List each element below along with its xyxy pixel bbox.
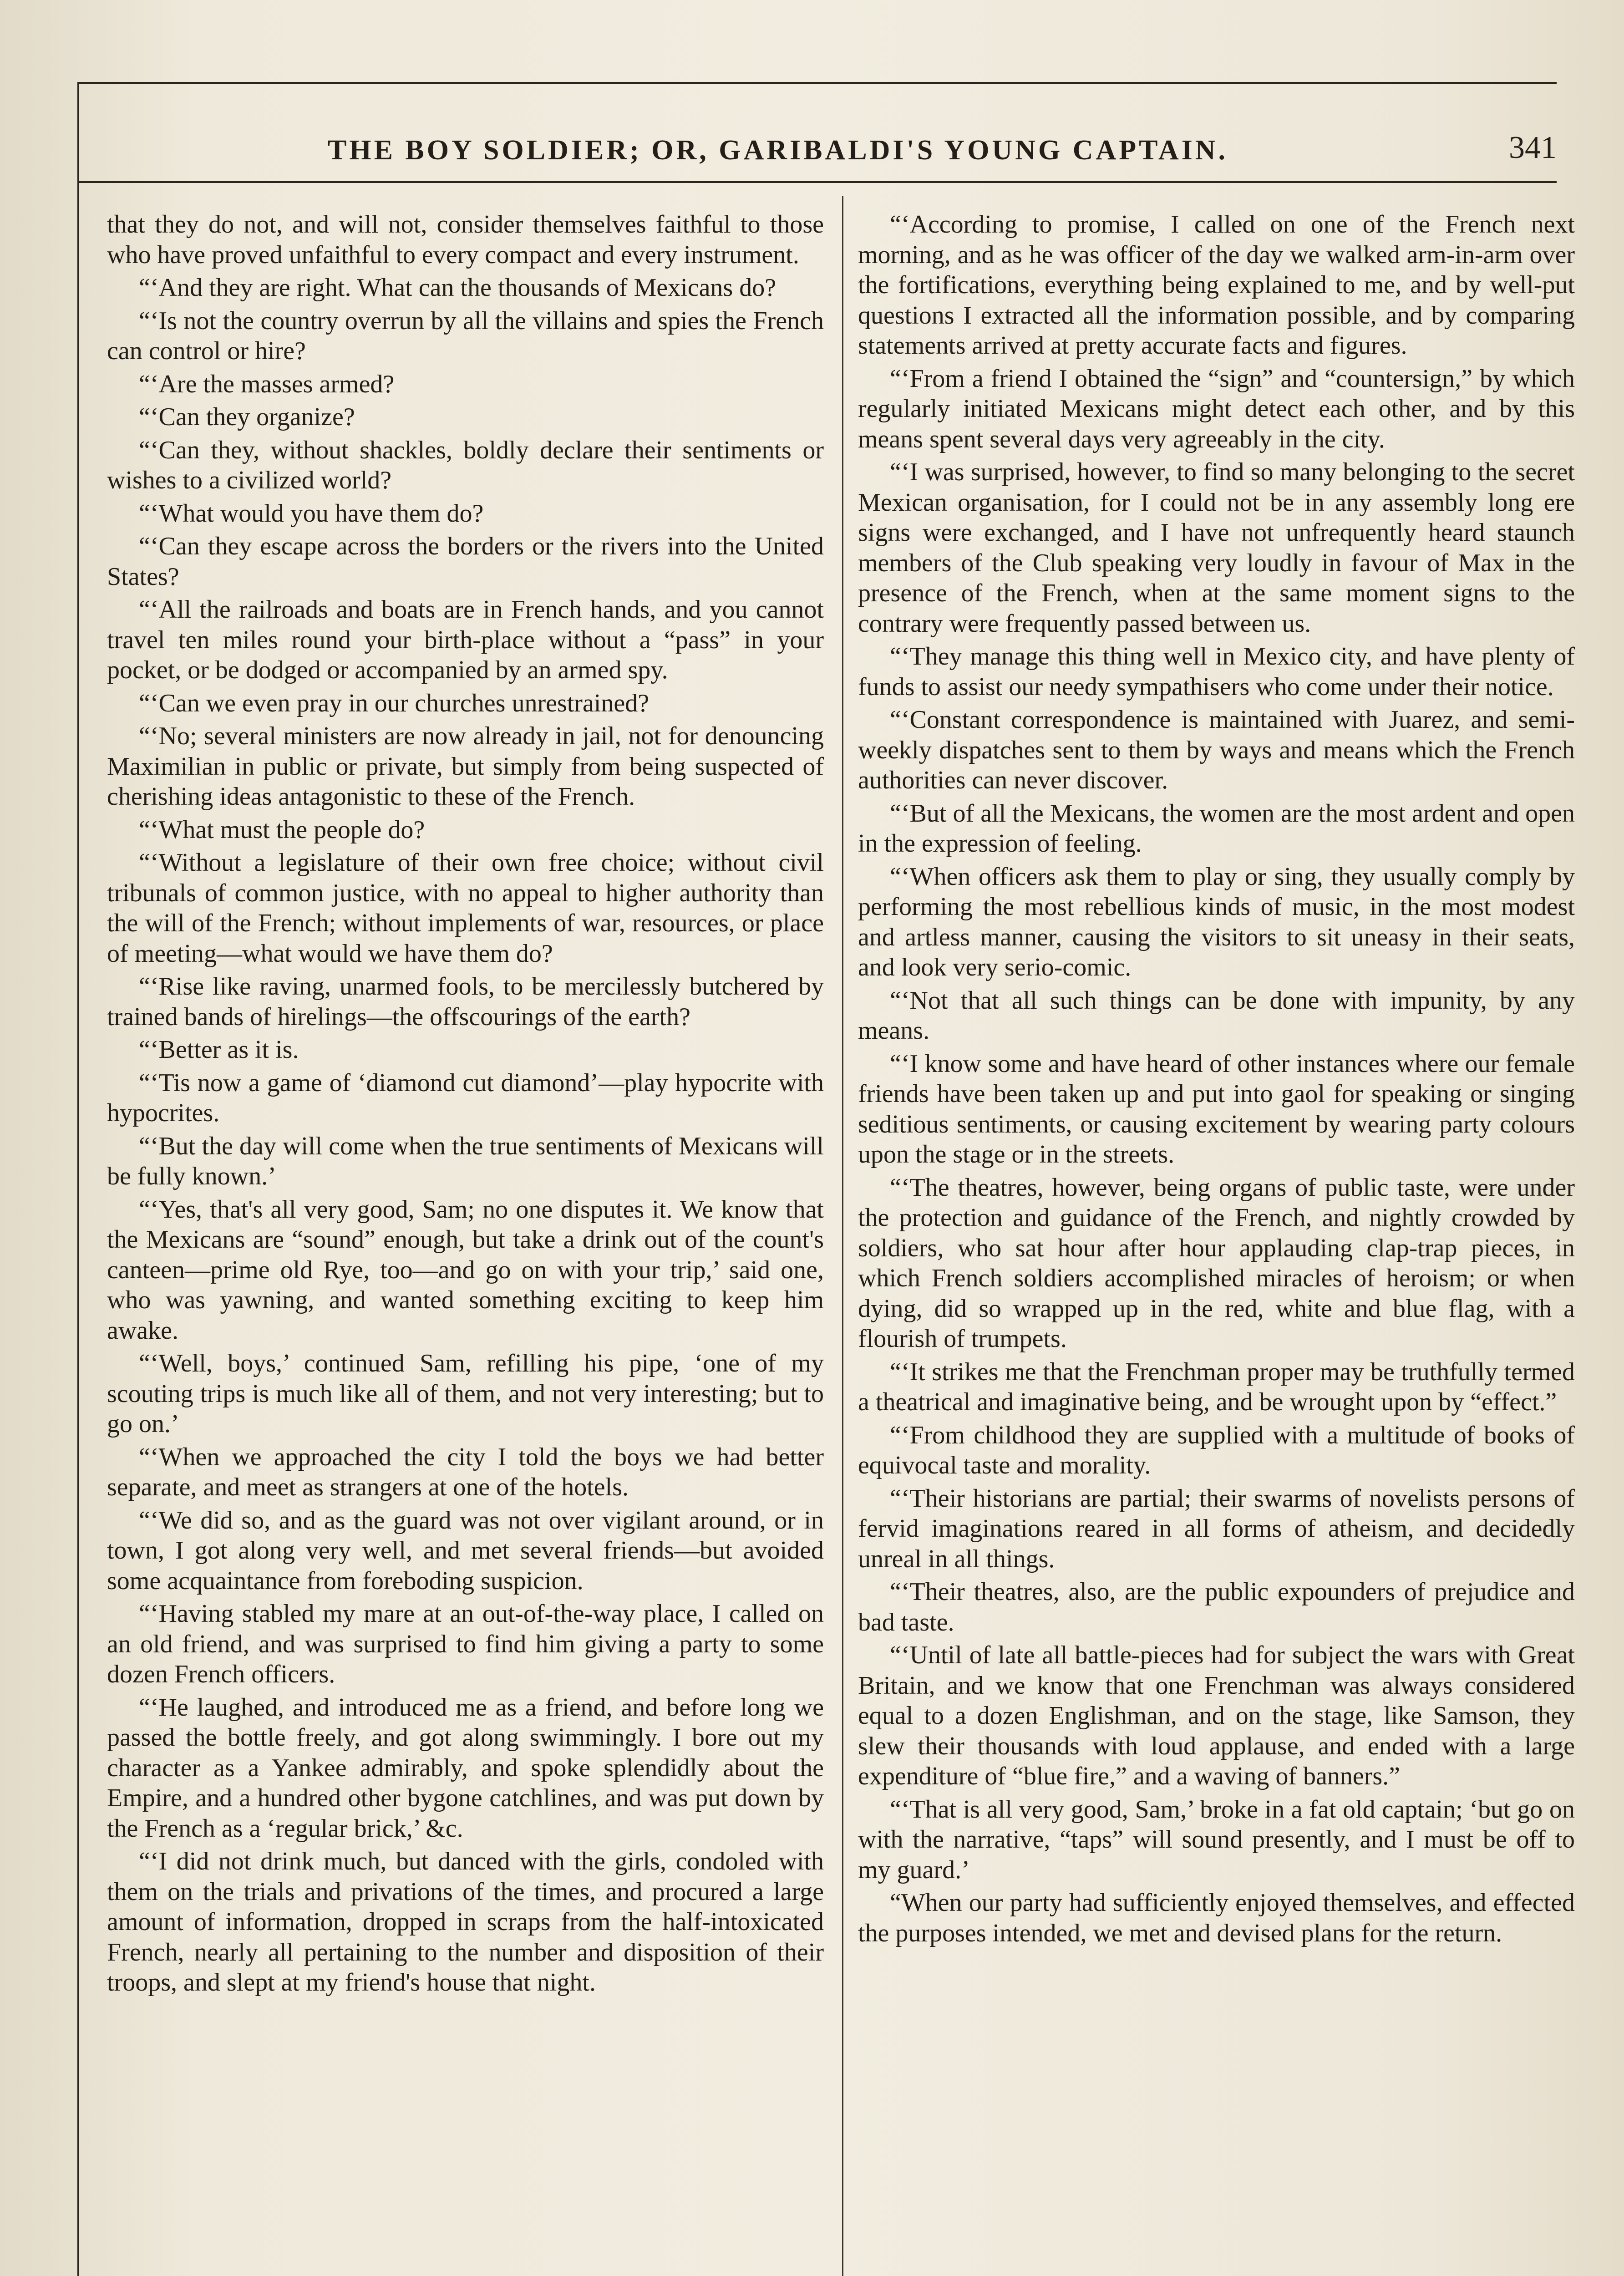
left-margin-line xyxy=(77,82,79,2276)
paragraph: “‘He laughed, and introduced me as a friend, and before long we passed the bottle freely, and got along swimmingly. I bore out my character as a Yankee admirably, and spoke splendidly about the Empire, and a hundred other bygone catchlines, and was put down by the French as a ‘regular brick,’ &c. xyxy=(107,1693,824,1843)
paragraph: “‘I did not drink much, but danced with the girls, condoled with them on the trials and privations of the times, and procured a large amount of information, dropped in scraps from the half-intoxicated French, nearly all pertaining to the number and disposition of their troops, and slept at my friend's house that night. xyxy=(107,1847,824,1997)
right-column xyxy=(858,209,1575,2276)
paragraph: that they do not, and will not, consider themselves faithful to those who have proved unfaithful to every compact and every instrument. xyxy=(107,210,824,269)
paragraph: “‘From childhood they are supplied with a multitude of books of equivocal taste and morality. xyxy=(858,1421,1575,1479)
paragraph: “‘Tis now a game of ‘diamond cut diamond’—play hypocrite with hypocrites. xyxy=(107,1068,824,1127)
paragraph: “‘They manage this thing well in Mexico city, and have plenty of funds to assist our needy sympathisers who come under their notice. xyxy=(858,642,1575,701)
header-rule xyxy=(77,181,1557,183)
paragraph: “‘I know some and have heard of other instances where our female friends have been taken up and put into gaol for speaking or singing seditious sentiments, or causing excitement by wearing party colours upon the stage or in the streets. xyxy=(858,1049,1575,1168)
paragraph: “‘That is all very good, Sam,’ broke in a fat old captain; ‘but go on with the narrative, “taps” will sound presently, and I must be off to my guard.’ xyxy=(858,1795,1575,1884)
paragraph: “‘Can they, without shackles, boldly declare their sentiments or wishes to a civilized world? xyxy=(107,436,824,494)
paragraph: “‘But the day will come when the true sentiments of Mexicans will be fully known.’ xyxy=(107,1132,824,1190)
paragraph: “‘Better as it is. xyxy=(139,1036,299,1064)
paragraph: “‘I was surprised, however, to find so many belonging to the secret Mexican organisation, for I could not be in any assembly long ere signs were exchanged, and I have not unfrequently heard staunch members of the Club speaking very loudly in favour of Max in the presence of the French, when at the same moment signs to the contrary were frequently passed between us. xyxy=(858,458,1575,638)
paragraph: “‘And they are right. What can the thousands of Mexicans do? xyxy=(139,274,776,302)
paragraph: “‘No; several ministers are now already in jail, not for denouncing Maximilian in public or private, but simply from being suspected of cherishing ideas antagonistic to these of the French. xyxy=(107,722,824,811)
paragraph: “‘All the railroads and boats are in French hands, and you cannot travel ten miles round your birth-place without a “pass” in your pocket, or be dodged or accompanied by an armed spy. xyxy=(107,595,824,684)
page-number: 341 xyxy=(1509,130,1557,165)
paragraph: “‘Can they organize? xyxy=(139,403,355,431)
paragraph: “‘Well, boys,’ continued Sam, refilling his pipe, ‘one of my scouting trips is much like all of them, and not very interesting; but to go on.’ xyxy=(107,1349,824,1438)
paragraph: “‘When we approached the city I told the boys we had better separate, and meet as strangers at one of the hotels. xyxy=(107,1443,824,1501)
paragraph: “‘Is not the country overrun by all the villains and spies the French can control or hire? xyxy=(107,306,824,365)
column-divider xyxy=(842,196,843,2276)
paragraph: “‘Having stabled my mare at an out-of-the-way place, I called on an old friend, and was surprised to find him giving a party to some dozen French officers. xyxy=(107,1600,824,1688)
paragraph: “‘We did so, and as the guard was not over vigilant around, or in town, I got along very well, and met several friends—but avoided some acquaintance from foreboding suspicion. xyxy=(107,1506,824,1595)
paragraph: “‘Their historians are partial; their swarms of novelists persons of fervid imaginations reared in all forms of atheism, and decidedly unreal in all things. xyxy=(858,1484,1575,1573)
paragraph: “‘Rise like raving, unarmed fools, to be mercilessly butchered by trained bands of hirelings—the offscourings of the earth? xyxy=(107,972,824,1031)
paragraph: “‘Without a legislature of their own free choice; without civil tribunals of common justice, with no appeal to higher authority than the will of the French; without implements of war, resources, or place of meeting—what would we have them do? xyxy=(107,848,824,968)
paragraph: “‘Are the masses armed? xyxy=(139,370,395,398)
paragraph: “‘It strikes me that the Frenchman proper may be truthfully termed a theatrical and imaginative being, and be wrought upon by “effect.” xyxy=(858,1357,1575,1416)
paragraph: “‘From a friend I obtained the “sign” and “countersign,” by which regularly initiated Mexicans might detect each other, and by this means spent several days very agreeably in the city. xyxy=(858,364,1575,453)
paragraph: “‘Can we even pray in our churches unrestrained? xyxy=(139,689,650,717)
paragraph: “‘Not that all such things can be done with impunity, by any means. xyxy=(858,986,1575,1045)
paragraph: “‘Until of late all battle-pieces had for subject the wars with Great Britain, and we know that one Frenchman was always considered equal to a dozen Englishman, and on the stage, like Samson, they slew their thousands with loud applause, and ended with a large expenditure of “blue fire,” and a waving of banners.” xyxy=(858,1641,1575,1790)
paragraph: “‘The theatres, however, being organs of public taste, were under the protection and guidance of the French, and nightly crowded by soldiers, who sat hour after hour applauding clap-trap pieces, in which French soldiers accomplished miracles of heroism; or when dying, did so wrapped up in the red, white and blue flag, with a flourish of trumpets. xyxy=(858,1173,1575,1353)
paragraph: “‘According to promise, I called on one of the French next morning, and as he was officer of the day we walked arm-in-arm over the fortifications, everything being explained to me, and by well-put questions I extracted all the information possible, and by comparing statements arrived at pretty accurate facts and figures. xyxy=(858,210,1575,360)
paragraph: “‘What must the people do? xyxy=(139,815,425,844)
running-title: THE BOY SOLDIER; OR, GARIBALDI'S YOUNG CAPTAIN. xyxy=(328,135,1228,166)
top-rule xyxy=(77,82,1557,84)
paragraph: “‘When officers ask them to play or sing, they usually comply by performing the most rebellious kinds of music, in the most modest and artless manner, causing the visitors to sit uneasy in their seats, and look very serio-comic. xyxy=(858,862,1575,981)
paragraph: “‘Constant correspondence is maintained with Juarez, and semi-weekly dispatches sent to them by ways and means which the French authorities can never discover. xyxy=(858,706,1575,794)
paragraph: “‘Yes, that's all very good, Sam; no one disputes it. We know that the Mexicans are “sound” enough, but take a drink out of the count's canteen—prime old Rye, too—and go on with your trip,’ said one, who was yawning, and wanted something exciting to keep him awake. xyxy=(107,1195,824,1345)
paragraph: “When our party had sufficiently enjoyed themselves, and effected the purposes intended, we met and devised plans for the return. xyxy=(858,1889,1575,1947)
left-column xyxy=(107,209,824,2276)
paragraph: “‘Can they escape across the borders or the rivers into the United States? xyxy=(107,532,824,591)
paragraph: “‘But of all the Mexicans, the women are the most ardent and open in the expression of feeling. xyxy=(858,799,1575,858)
paragraph: “‘What would you have them do? xyxy=(139,499,484,528)
paragraph: “‘Their theatres, also, are the public expounders of prejudice and bad taste. xyxy=(858,1578,1575,1636)
